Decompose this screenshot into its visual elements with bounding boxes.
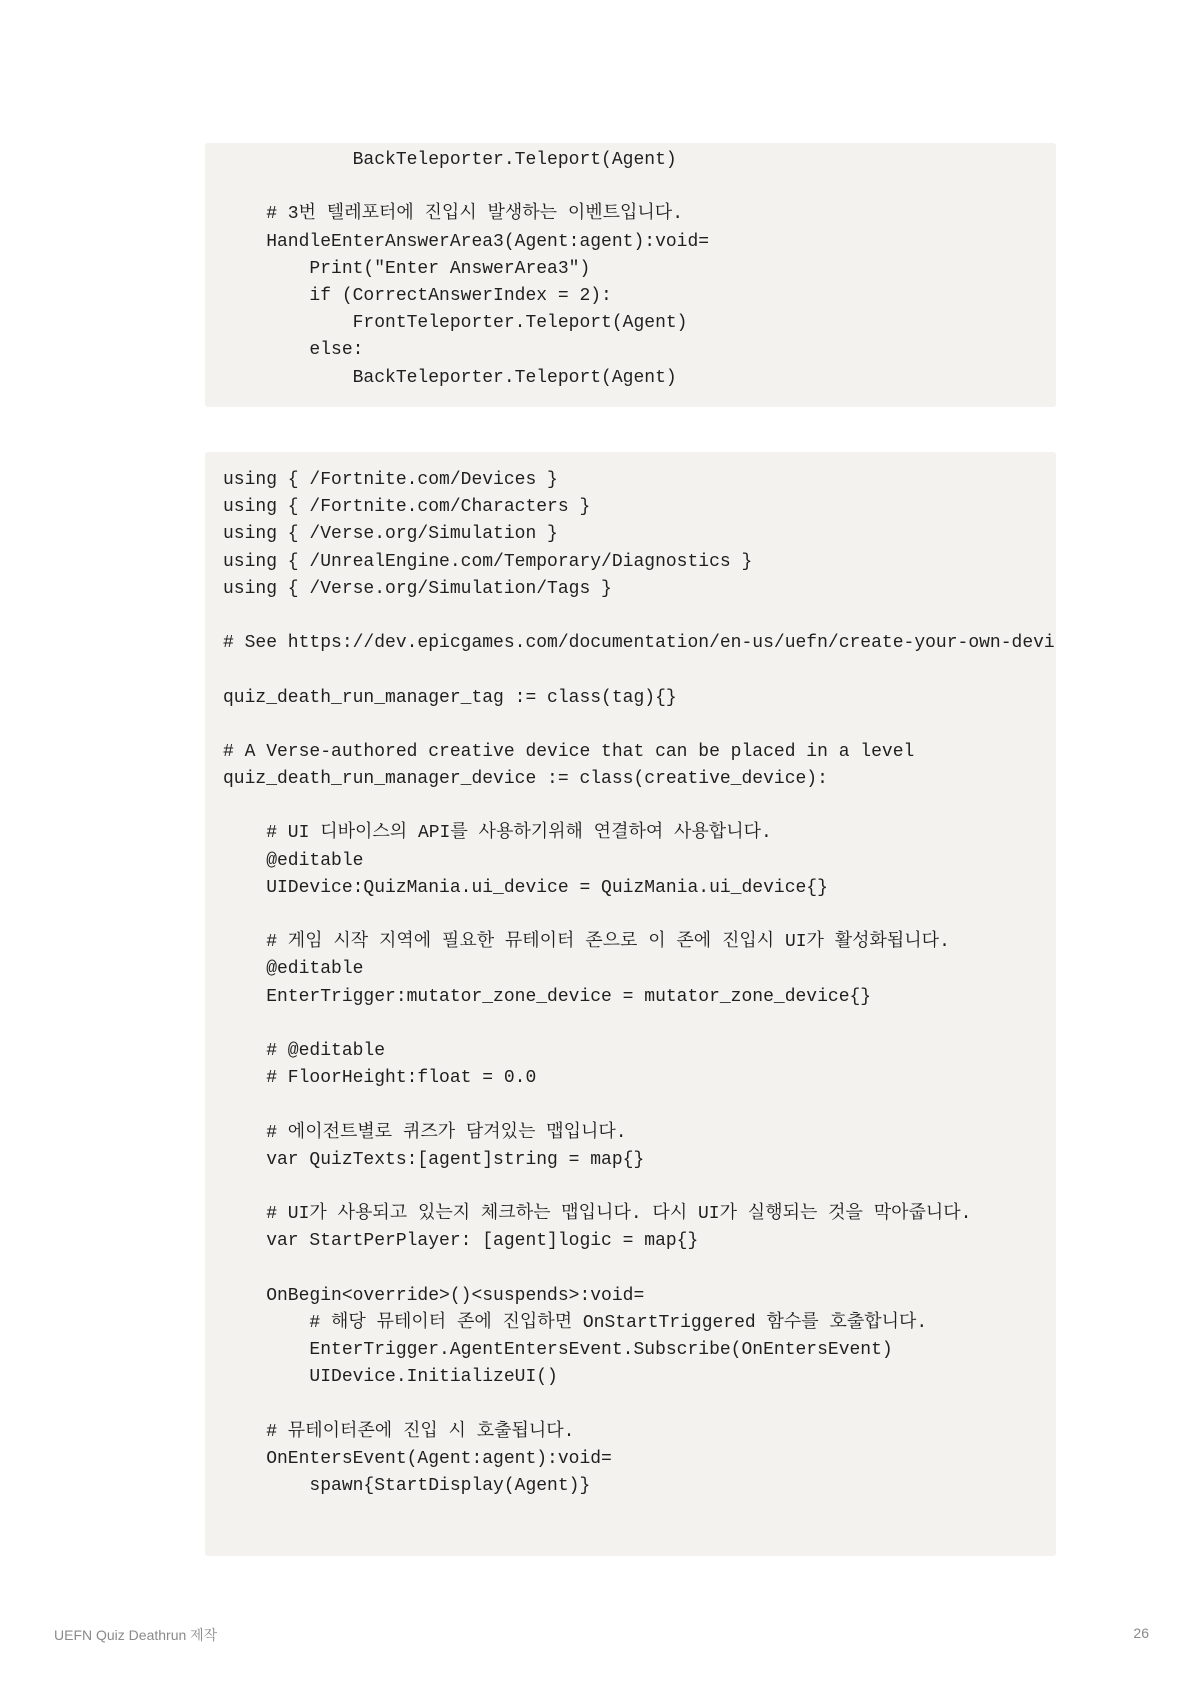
code-line: using { /Fortnite.com/Devices }	[223, 470, 558, 490]
code-line: # 3번 텔레포터에 진입시 발생하는 이벤트입니다.	[223, 204, 683, 225]
code-line: OnBegin<override>()<suspends>:void=	[223, 1285, 645, 1306]
code-line: FrontTeleporter.Teleport(Agent)	[223, 313, 688, 334]
code-line: # 해당 뮤테이터 존에 진입하면 OnStartTriggered 함수를 호출합니다.	[223, 1312, 928, 1333]
code-line: @editable	[223, 850, 364, 871]
code-line: # See https://dev.epicgames.com/documentation/en-us/uefn/create-your-own-devi	[223, 633, 1055, 654]
code-line	[223, 174, 1056, 201]
code-line: if (CorrectAnswerIndex = 2):	[223, 285, 612, 306]
code-line	[223, 1391, 1056, 1418]
code-line: HandleEnterAnswerArea3(Agent:agent):void=	[223, 231, 710, 252]
code-line: # UI 디바이스의 API를 사용하기위해 연결하여 사용합니다.	[223, 823, 772, 844]
code-line: # 에이전트별로 퀴즈가 담겨있는 맵입니다.	[223, 1122, 627, 1143]
code-line: UIDevice:QuizMania.ui_device = QuizMania.ui_device{}	[223, 877, 828, 898]
code-line	[223, 1011, 1056, 1038]
code-line: quiz_death_run_manager_device := class(creative_device):	[223, 769, 828, 790]
code-line: BackTeleporter.Teleport(Agent)	[223, 150, 677, 170]
code-line: OnEntersEvent(Agent:agent):void=	[223, 1448, 612, 1469]
code-line	[223, 1174, 1056, 1201]
code-line: # UI가 사용되고 있는지 체크하는 맵입니다. 다시 UI가 실행되는 것을 막아줍니다.	[223, 1204, 972, 1225]
code-line: # FloorHeight:float = 0.0	[223, 1068, 537, 1089]
code-line: using { /Verse.org/Simulation }	[223, 524, 558, 545]
code-line: using { /Verse.org/Simulation/Tags }	[223, 578, 612, 599]
footer-page-number: 26	[1133, 1625, 1149, 1641]
code-line: Print("Enter AnswerArea3")	[223, 258, 591, 279]
code-line	[223, 712, 1056, 739]
code-line: EnterTrigger:mutator_zone_device = mutator_zone_device{}	[223, 986, 872, 1007]
code-line: UIDevice.InitializeUI()	[223, 1367, 558, 1388]
code-block-continued	[205, 143, 1056, 407]
code-line	[223, 793, 1056, 820]
code-line	[223, 902, 1056, 929]
code-line: # A Verse-authored creative device that can be placed in a level	[223, 741, 915, 762]
code-line: @editable	[223, 959, 364, 980]
code-line: using { /UnrealEngine.com/Temporary/Diagnostics }	[223, 551, 753, 572]
code-line: var StartPerPlayer: [agent]logic = map{}	[223, 1231, 699, 1252]
code-line: var QuizTexts:[agent]string = map{}	[223, 1149, 645, 1170]
code-line	[223, 1255, 1056, 1282]
code-block-device-source	[205, 452, 1056, 1556]
code-line: quiz_death_run_manager_tag := class(tag){}	[223, 687, 677, 708]
code-line: else:	[223, 340, 364, 361]
code-line	[223, 657, 1056, 684]
code-line: EnterTrigger.AgentEntersEvent.Subscribe(OnEntersEvent)	[223, 1340, 893, 1360]
code-line: # 뮤테이터존에 진입 시 호출됩니다.	[223, 1421, 575, 1442]
code-line: BackTeleporter.Teleport(Agent)	[223, 367, 677, 388]
code-line	[223, 1092, 1056, 1119]
code-line: using { /Fortnite.com/Characters }	[223, 497, 591, 518]
code-line: # @editable	[223, 1040, 386, 1061]
footer-document-title: UEFN Quiz Deathrun 제작	[54, 1627, 218, 1643]
code-line: spawn{StartDisplay(Agent)}	[223, 1475, 591, 1496]
code-line	[223, 603, 1056, 630]
code-line: # 게임 시작 지역에 필요한 뮤테이터 존으로 이 존에 진입시 UI가 활성화됩니다.	[223, 932, 950, 953]
